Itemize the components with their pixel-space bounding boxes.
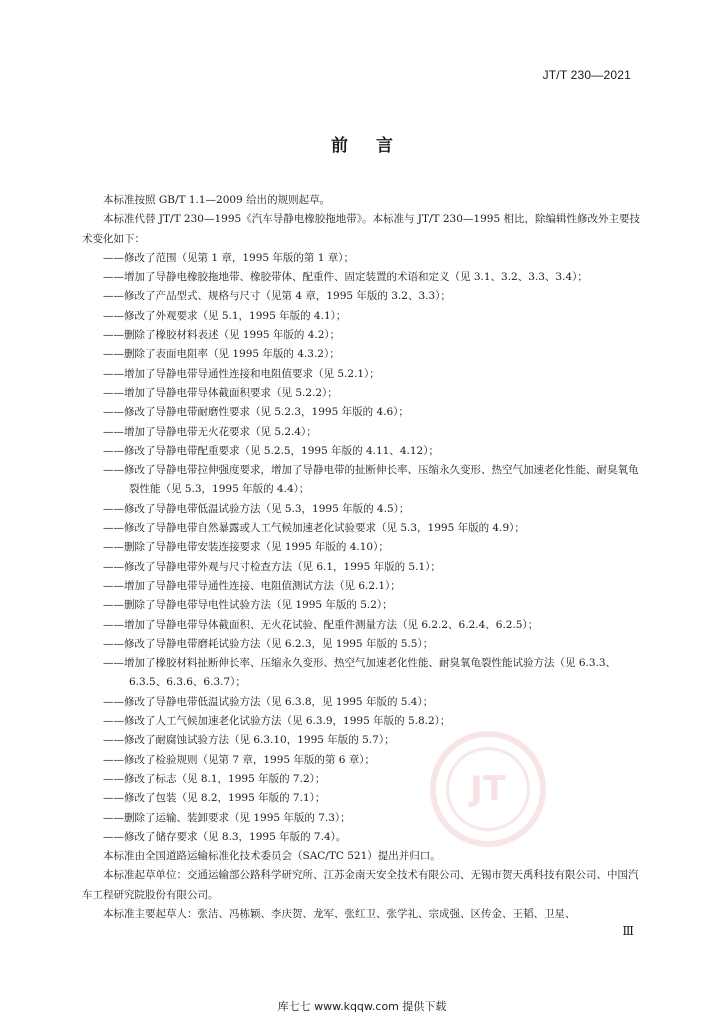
change-item: ——修改了导静电带拉伸强度要求，增加了导静电带的扯断伸长率、压缩永久变形、热空气加速老化性能、耐臭氧龟裂性能（见 5.3，1995 年版的 4.4）； (103, 464, 639, 496)
change-item: ——删除了橡胶材料表述（见 1995 年版的 4.2）； (103, 329, 341, 342)
change-item: ——增加了导静电带无火花要求（见 5.2.4）； (103, 425, 317, 438)
change-item: ——增加了导静电带导体截面积要求（见 5.2.2）； (103, 386, 338, 399)
change-item: ——修改了导静电带外观与尺寸检查方法（见 6.1，1995 年版的 5.1）； (103, 560, 441, 573)
change-item: ——增加了导静电带导通性连接和电阻值要求（见 5.2.1）； (103, 367, 380, 380)
page-title: 前言 (331, 136, 421, 156)
change-item: ——修改了范围（见第 1 章，1995 年版的第 1 章）； (103, 251, 355, 264)
page-number: Ⅲ (622, 924, 634, 938)
change-item: ——修改了包装（见 8.2，1995 年版的 7.1）； (103, 792, 326, 805)
change-item: ——修改了导静电带配重要求（见 5.2.5，1995 年版的 4.11、4.12）； (103, 444, 439, 457)
change-item: ——修改了储存要求（见 8.3，1995 年版的 7.4）。 (103, 830, 347, 843)
change-item: ——增加了导静电橡胶拖地带、橡胶带体、配重件、固定装置的术语和定义（见 3.1、3.2、3.3、3.4）； (103, 271, 588, 284)
change-item: ——修改了导静电带自然暴露或人工气候加速老化试验要求（见 5.3，1995 年版的 4.9）； (103, 522, 525, 535)
change-item: ——删除了导静电带导电性试验方法（见 1995 年版的 5.2）； (103, 599, 393, 612)
change-item: ——删除了表面电阻率（见 1995 年版的 4.3.2）； (103, 348, 340, 361)
change-item: ——增加了导静电带导体截面积、无火花试验、配重件测量方法（见 6.2.2、6.2.4、6.2.5）； (103, 618, 539, 631)
change-item: ——修改了导静电带磨耗试验方法（见 6.2.3，见 1995 年版的 5.5）； (103, 637, 434, 650)
intro-paragraph: 本标准按照 GB/T 1.1—2009 给出的规则起草。 (103, 194, 331, 206)
intro-paragraph: 本标准代替 JT/T 230—1995《汽车导静电橡胶拖地带》。本标准与 JT/T 230—1995 相比，除编辑性修改外主要技术变化如下： (82, 213, 640, 245)
change-item: ——增加了橡胶材料扯断伸长率、压缩永久变形、热空气加速老化性能、耐臭氧龟裂性能试验方法（见 6.3.3、6.3.5、6.3.6、6.3.7）； (103, 657, 617, 689)
change-item: ——修改了导静电带低温试验方法（见 5.3，1995 年版的 4.5）； (103, 502, 410, 515)
document-code: JT/T 230—2021 (542, 68, 631, 82)
change-item: ——修改了耐腐蚀试验方法（见 6.3.10，1995 年版的 5.7）； (103, 734, 395, 747)
closing-paragraph: 本标准起草单位：交通运输部公路科学研究所、江苏金南天安全技术有限公司、无锡市贺天禹科技有限公司、中国汽车工程研究院股份有限公司。 (82, 869, 639, 901)
download-footer: 库七七 www.kqqw.com 提供下载 (277, 1000, 447, 1013)
change-item: ——修改了导静电带低温试验方法（见 6.3.8，见 1995 年版的 5.4）； (103, 695, 434, 708)
change-item: ——修改了检验规则（见第 7 章，1995 年版的第 6 章）； (103, 753, 376, 766)
change-item: ——删除了导静电带安装连接要求（见 1995 年版的 4.10）； (103, 541, 389, 554)
change-item: ——修改了产品型式、规格与尺寸（见第 4 章，1995 年版的 3.2、3.3）； (103, 290, 451, 303)
foreword-body (82, 191, 642, 924)
jt-logo-text: JT (446, 747, 530, 831)
change-item: ——修改了人工气候加速老化试验方法（见 6.3.9，1995 年版的 5.8.2）； (103, 715, 451, 728)
closing-paragraph: 本标准主要起草人：张洁、冯栋颖、李庆贺、龙军、张红卫、张学礼、宗成强、区传金、王韬、卫星、 (103, 907, 576, 920)
change-item: ——修改了导静电带耐磨性要求（见 5.2.3，1995 年版的 4.6）； (103, 406, 409, 419)
change-item: ——删除了运输、装卸要求（见 1995 年版的 7.3）； (103, 811, 351, 824)
change-item: ——修改了外观要求（见 5.1，1995 年版的 4.1）； (103, 309, 347, 322)
change-item: ——修改了标志（见 8.1，1995 年版的 7.2）； (103, 772, 326, 785)
closing-paragraph: 本标准由全国道路运输标准化技术委员会（SAC/TC 521）提出并归口。 (103, 850, 441, 863)
change-item: ——增加了导静电带导通性连接、电阻值测试方法（见 6.2.1）； (103, 579, 401, 592)
